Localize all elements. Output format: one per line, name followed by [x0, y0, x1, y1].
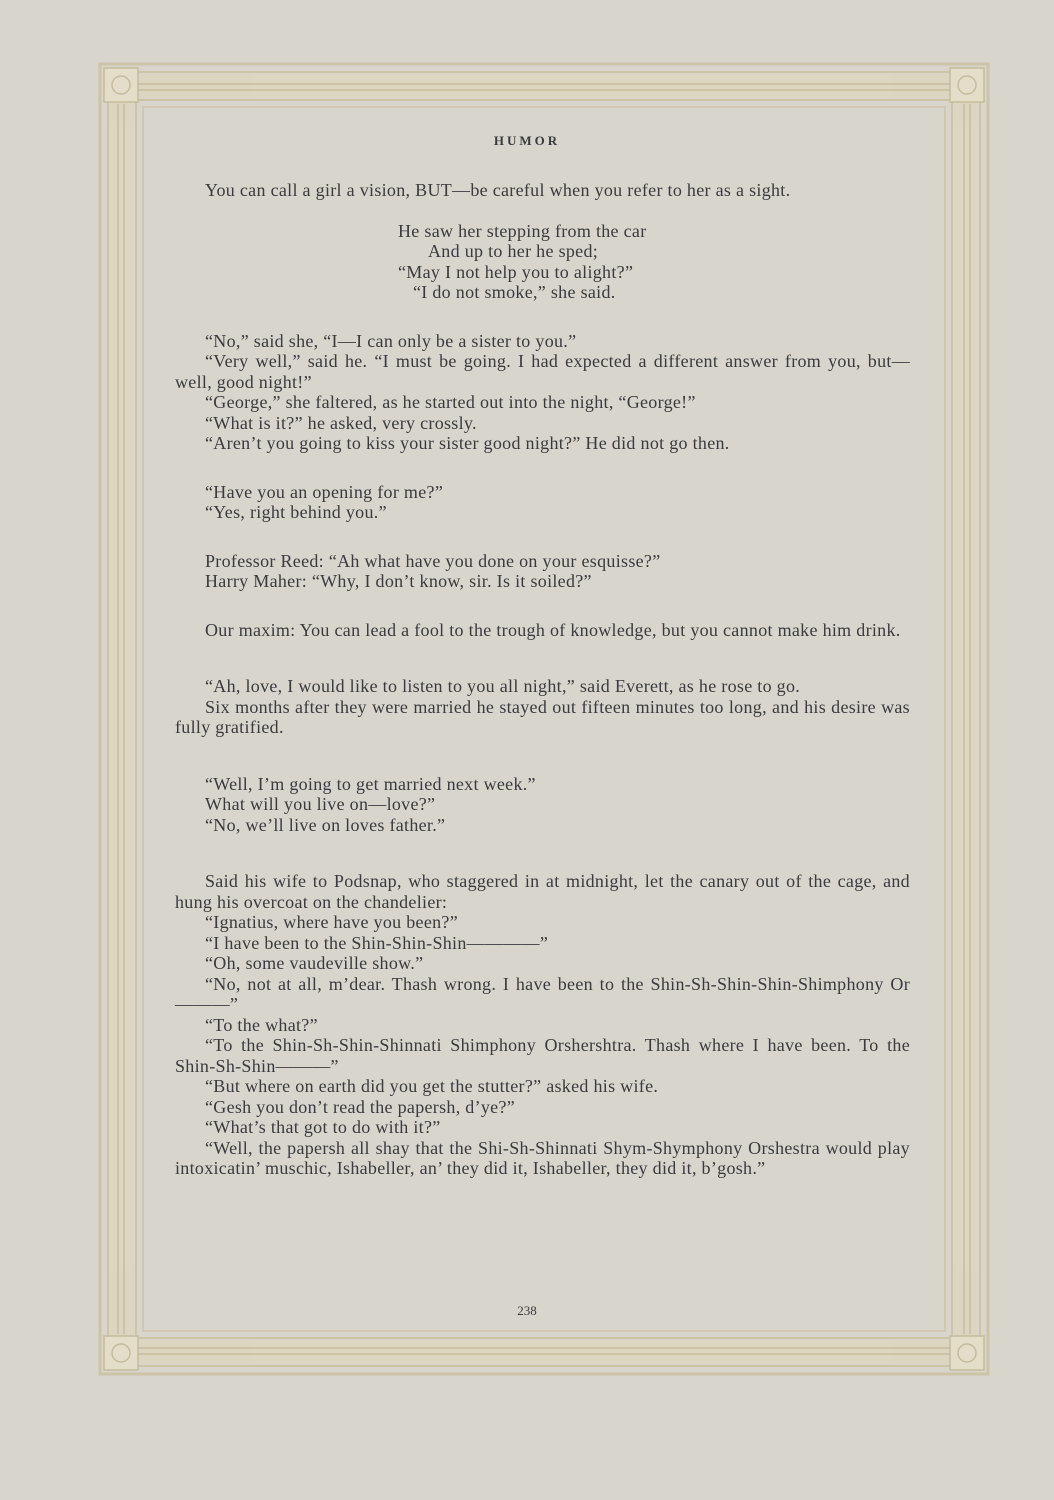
poem-line: And up to her he sped; [428, 241, 599, 261]
paragraph: Harry Maher: “Why, I don’t know, sir. Is it soiled?” [205, 571, 592, 591]
poem-line: “I do not smoke,” she said. [413, 282, 616, 302]
paragraph: “No, not at all, m’dear. Thash wrong. I have been to the Shin-Sh-Shin-Shin-Shimphony Or———” [175, 973, 910, 1014]
joke-professor [175, 551, 910, 592]
joke-maxim: Our maxim: You can lead a fool to the trough of knowledge, but you cannot make him drink. [205, 619, 901, 640]
paragraph: “No,” said she, “I—I can only be a sister to you.” [205, 330, 577, 351]
paragraph: “Aren’t you going to kiss your sister good night?” He did not go then. [205, 433, 730, 453]
paragraph: “I have been to the Shin-Shin-Shin————” [205, 932, 549, 953]
page-number: 238 [517, 1303, 537, 1318]
paragraph: “George,” she faltered, as he started out into the night, “George!” [205, 392, 696, 412]
paragraph: “Ah, love, I would like to listen to you all night,” said Everett, as he rose to go. [205, 676, 801, 696]
poem [175, 221, 910, 303]
page-content [175, 180, 910, 1179]
running-header: HUMOR [493, 133, 561, 148]
joke-vision: You can call a girl a vision, BUT—be careful when you refer to her as a sight. [205, 180, 791, 200]
poem-line: “May I not help you to alight?” [398, 261, 634, 282]
poem-line: He saw her stepping from the car [398, 220, 647, 241]
paragraph: “What is it?” he asked, very crossly. [205, 412, 477, 433]
paragraph: “Well, I’m going to get married next week.” [205, 773, 536, 794]
paragraph: “Gesh you don’t read the papersh, d’ye?” [205, 1096, 516, 1117]
paragraph: Six months after they were married he stayed out fifteen minutes too long, and his desire was fully gratified. [175, 696, 910, 737]
paragraph: “Very well,” said he. “I must be going. I had expected a different answer from you, but—well, good night!” [175, 351, 910, 392]
joke-married [175, 774, 910, 836]
paragraph: Said his wife to Podsnap, who staggered in at midnight, let the canary out of the cage, and hung his overcoat on the chandelier: [175, 871, 910, 912]
joke-opening [175, 482, 910, 523]
paragraph: “To the what?” [205, 1014, 318, 1035]
paragraph: What will you live on—love?” [205, 794, 436, 814]
paragraph: “No, we’ll live on loves father.” [205, 814, 446, 835]
joke-podsnap [175, 871, 910, 1179]
paragraph: “What’s that got to do with it?” [205, 1117, 441, 1137]
paragraph: “To the Shin-Sh-Shin-Shinnati Shimphony Orshershtra. Thash where I have been. To the Shin-Sh-Shin———” [175, 1035, 910, 1076]
paragraph: “Well, the papersh all shay that the Shi-Sh-Shinnati Shym-Shymphony Orshestra would play intoxicatin’ muschic, Ishabeller, an’ they did it, Ishabeller, they did it, b’gosh.” [175, 1137, 910, 1178]
joke-sister [175, 331, 910, 454]
paragraph: “Oh, some vaudeville show.” [205, 953, 424, 973]
paragraph: Professor Reed: “Ah what have you done on your esquisse?” [205, 550, 661, 571]
paragraph: “Ignatius, where have you been?” [205, 912, 458, 932]
paragraph: “Yes, right behind you.” [205, 502, 387, 522]
paragraph: “But where on earth did you get the stutter?” asked his wife. [205, 1076, 659, 1096]
paragraph: “Have you an opening for me?” [205, 481, 444, 502]
joke-everett [175, 676, 910, 738]
